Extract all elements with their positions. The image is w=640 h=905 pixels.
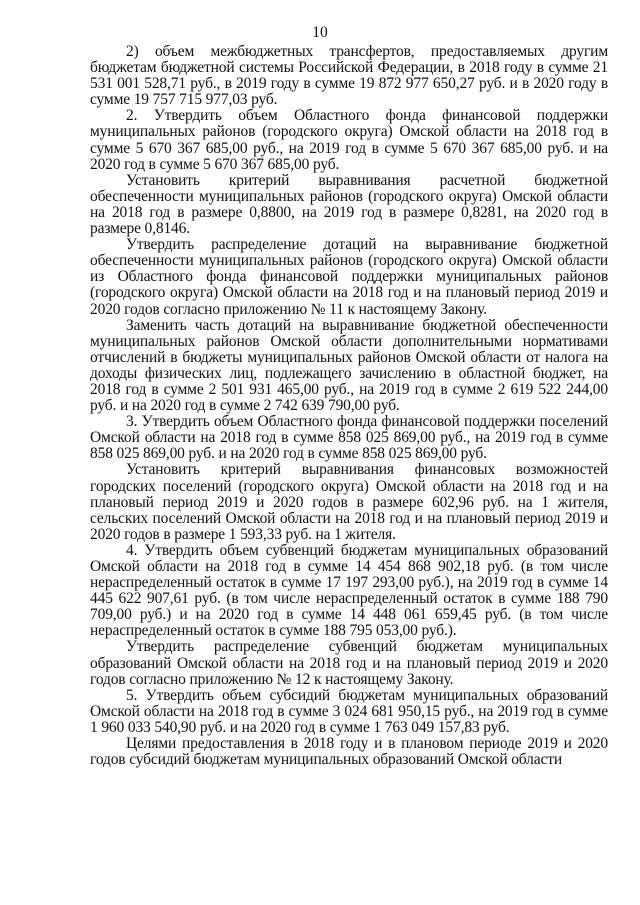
paragraph-municipal-fund: 2. Утвердить объем Областного фонда финансовой поддержки муниципальных районов (городского округа) Омской области на 2018 год в сумме 5 670 367 685,00 руб., на 2019 год в сумме 5 670 367 685,00 руб. и на 2020 год в сумме 5 670 367 685,00 руб. <box>90 107 608 173</box>
paragraph-subsidy-distribution: Утвердить распределение дотаций на выравнивание бюджетной обеспеченности муниципальных районов (городского округа) Омской области из Областного фонда финансовой поддержки муниципальных районов (городского округа) Омской области на 2018 год и на плановый период 2019 и 2020 годов согласно приложению № 11 к настоящему Закону. <box>90 236 608 318</box>
paragraph-subsidies-goals: Целями предоставления в 2018 году и в плановом периоде 2019 и 2020 годов субсидий бюджетам муниципальных образований Омской области <box>90 735 608 769</box>
paragraph-tax-replacement: Заменить часть дотаций на выравнивание бюджетной обеспеченности муниципальных районов Омской области дополнительными нормативами отчислений в бюджеты муниципальных районов Омской области от налога на доходы физических лиц, подлежащего зачислению в областной бюджет, на 2018 год в сумме 2 501 931 465,00 руб., на 2019 год в сумме 2 619 522 244,00 руб. и на 2020 год в сумме 2 742 639 790,00 руб. <box>90 316 608 415</box>
paragraph-settlements-criterion: Установить критерий выравнивания финансовых возможностей городских поселений (городского округа) Омской области на 2018 год и на плановый период 2019 и 2020 годов в размере 602,96 руб. на 1 жителя, сельских поселений Омской области на 2018 год и на плановый период 2019 и 2020 годов в размере 1 593,33 руб. на 1 жителя. <box>90 461 608 543</box>
page-number: 10 <box>312 24 328 41</box>
paragraph-intertransfers: 2) объем межбюджетных трансфертов, предоставляемых другим бюджетам бюджетной системы Российской Федерации, в 2018 году в сумме 21 531 001 528,71 руб., в 2019 году в сумме 19 872 977 650,27 руб. и в 2020 году в сумме 19 757 715 977,03 руб. <box>90 43 608 109</box>
paragraph-equalization-criterion: Установить критерий выравнивания расчетной бюджетной обеспеченности муниципальных районов (городского округа) Омской области на 2018 год в размере 0,8800, на 2019 год в размере 0,8281, на 2020 год в размере 0,8146. <box>90 171 608 238</box>
document-body <box>90 44 608 768</box>
paragraph-subsidies-volume: 5. Утвердить объем субсидий бюджетам муниципальных образований Омской области на 2018 год в сумме 3 024 681 950,15 руб., на 2019 год в сумме 1 960 033 540,90 руб. и на 2020 год в сумме 1 763 049 157,83 руб. <box>90 686 608 736</box>
paragraph-settlements-fund: 3. Утвердить объем Областного фонда финансовой поддержки поселений Омской области на 2018 год в сумме 858 025 869,00 руб., на 2019 год в сумме 858 025 869,00 руб. и на 2020 год в сумме 858 025 869,00 руб. <box>90 413 608 463</box>
paragraph-subventions-volume: 4. Утвердить объем субвенций бюджетам муниципальных образований Омской области на 2018 год в сумме 14 454 868 902,18 руб. (в том числе нераспределенный остаток в сумме 17 197 293,00 руб.), на 2019 год в сумме 14 445 622 907,61 руб. (в том числе нераспределенный остаток в сумме 188 790 709,00 руб.) и на 2020 год в сумме 14 448 061 659,45 руб. (в том числе нераспределенный остаток в сумме 188 795 053,00 руб.). <box>90 541 608 640</box>
paragraph-subventions-distribution: Утвердить распределение субвенций бюджетам муниципальных образований Омской области на 2018 год и на плановый период 2019 и 2020 годов согласно приложению № 12 к настоящему Закону. <box>90 638 608 688</box>
